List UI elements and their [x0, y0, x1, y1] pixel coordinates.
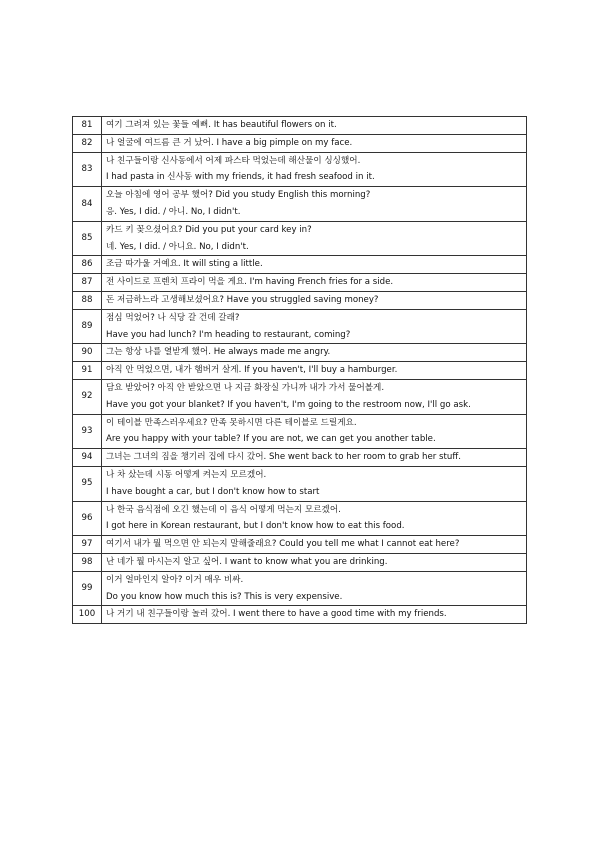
sentence-line-primary: 난 네가 뭘 마시는지 알고 싶어. I want to know what you are drinking.: [106, 556, 388, 567]
row-number: 97: [73, 536, 102, 554]
row-number: 95: [73, 466, 102, 501]
table-row: [73, 187, 527, 222]
row-number: 99: [73, 571, 102, 606]
sentence-cell: [102, 414, 527, 449]
table-row: [73, 117, 527, 135]
sentence-line-primary: 오늘 아침에 영어 공부 했어? Did you study English this morning?: [106, 190, 371, 201]
table-row: [73, 553, 527, 571]
sentence-table: [72, 116, 527, 624]
sentence-cell: [102, 152, 527, 187]
sentence-line-secondary: Are you happy with your table? If you are not, we can get you another table.: [106, 434, 436, 445]
table-row: [73, 134, 527, 152]
row-number: 81: [73, 117, 102, 135]
sentence-line-primary: 전 사이드로 프렌치 프라이 먹을 게요. I'm having French fries for a side.: [106, 277, 394, 288]
sentence-line-secondary: Do you know how much this is? This is very expensive.: [106, 591, 343, 602]
sentence-cell: [102, 117, 527, 135]
sentence-cell: [102, 291, 527, 309]
sentence-line-primary: 점심 먹었어? 나 식당 갈 건데 갈래?: [106, 312, 240, 323]
row-number: 98: [73, 553, 102, 571]
table-row: [73, 414, 527, 449]
sentence-line-secondary: I have bought a car, but I don't know how to start: [106, 486, 320, 497]
sentence-line-primary: 이 테이블 만족스러우세요? 만족 못하시면 다른 테이블로 드릴게요.: [106, 417, 357, 428]
row-number: 90: [73, 344, 102, 362]
sentence-line-primary: 나 얼굴에 여드름 큰 거 났어. I have a big pimple on my face.: [106, 137, 353, 148]
table-row: [73, 571, 527, 606]
sentence-line-secondary: 응. Yes, I did. / 아니. No, I didn't.: [106, 206, 241, 217]
sentence-cell: [102, 501, 527, 536]
row-number: 82: [73, 134, 102, 152]
table-row: [73, 256, 527, 274]
sentence-cell: [102, 134, 527, 152]
sentence-cell: [102, 221, 527, 256]
sentence-line-secondary: Have you had lunch? I'm heading to restaurant, coming?: [106, 329, 351, 340]
sentence-line-primary: 그는 항상 나를 열받게 했어. He always made me angry.: [106, 347, 331, 358]
sentence-line-primary: 나 거기 내 친구들이랑 놀러 갔어. I went there to have a good time with my friends.: [106, 609, 447, 620]
table-row: [73, 291, 527, 309]
sentence-line-secondary: I got here in Korean restaurant, but I don't know how to eat this food.: [106, 521, 405, 532]
table-row: [73, 274, 527, 292]
sentence-line-primary: 나 친구들이랑 신사동에서 어제 파스타 먹었는데 해산물이 싱싱했어.: [106, 155, 361, 166]
table-row: [73, 362, 527, 380]
sentence-cell: [102, 449, 527, 467]
table-row: [73, 221, 527, 256]
sentence-line-primary: 카드 키 꽂으셨어요? Did you put your card key in?: [106, 224, 312, 235]
sentence-line-primary: 여기 그려져 있는 꽃들 예뻐. It has beautiful flowers on it.: [106, 120, 337, 130]
table-row: [73, 501, 527, 536]
sentence-line-primary: 여기서 내가 뭘 먹으면 안 되는지 말해줄래요? Could you tell me what I cannot eat here?: [106, 539, 460, 550]
sentence-line-primary: 나 차 샀는데 시동 어떻게 켜는지 모르겠어.: [106, 469, 267, 480]
row-number: 84: [73, 187, 102, 222]
sentence-cell: [102, 187, 527, 222]
sentence-line-primary: 이거 얼마인지 알아? 이거 매우 비싸.: [106, 574, 244, 585]
table-row: [73, 449, 527, 467]
sentence-line-primary: 조금 따가울 거예요. It will sting a little.: [106, 259, 263, 270]
table-row: [73, 536, 527, 554]
sentence-cell: [102, 571, 527, 606]
table-row: [73, 152, 527, 187]
sentence-line-primary: 돈 저금하느라 고생해보셨어요? Have you struggled saving money?: [106, 294, 379, 305]
row-number: 94: [73, 449, 102, 467]
row-number: 89: [73, 309, 102, 344]
sentence-line-primary: 담요 받았어? 아직 안 받았으면 나 지금 화장실 가니까 내가 가서 물어볼게.: [106, 382, 385, 393]
row-number: 86: [73, 256, 102, 274]
sentence-line-secondary: I had pasta in 신사동 with my friends, it had fresh seafood in it.: [106, 172, 375, 183]
sentence-cell: [102, 379, 527, 414]
sentence-table-body: [73, 117, 527, 624]
row-number: 87: [73, 274, 102, 292]
sentence-line-primary: 나 한국 음식점에 오긴 했는데 이 음식 어떻게 먹는지 모르겠어.: [106, 504, 341, 515]
sentence-cell: [102, 553, 527, 571]
sentence-cell: [102, 536, 527, 554]
sentence-cell: [102, 362, 527, 380]
sentence-line-secondary: 네. Yes, I did. / 아니요. No, I didn't.: [106, 241, 249, 252]
table-row: [73, 466, 527, 501]
row-number: 83: [73, 152, 102, 187]
row-number: 91: [73, 362, 102, 380]
table-row: [73, 379, 527, 414]
sentence-line-primary: 아직 안 먹었으면, 내가 햄버거 살게. If you haven't, I'll buy a hamburger.: [106, 365, 398, 376]
sentence-cell: [102, 344, 527, 362]
sentence-cell: [102, 274, 527, 292]
sentence-cell: [102, 309, 527, 344]
table-row: [73, 606, 527, 624]
table-row: [73, 309, 527, 344]
sentence-cell: [102, 606, 527, 624]
row-number: 93: [73, 414, 102, 449]
sentence-cell: [102, 466, 527, 501]
row-number: 92: [73, 379, 102, 414]
row-number: 88: [73, 291, 102, 309]
sentence-line-primary: 그녀는 그녀의 짐을 챙기러 집에 다시 갔어. She went back to her room to grab her stuff.: [106, 452, 461, 463]
sentence-line-secondary: Have you got your blanket? If you haven't, I'm going to the restroom now, I'll go ask.: [106, 399, 471, 410]
row-number: 100: [73, 606, 102, 624]
row-number: 96: [73, 501, 102, 536]
sentence-cell: [102, 256, 527, 274]
table-row: [73, 344, 527, 362]
row-number: 85: [73, 221, 102, 256]
